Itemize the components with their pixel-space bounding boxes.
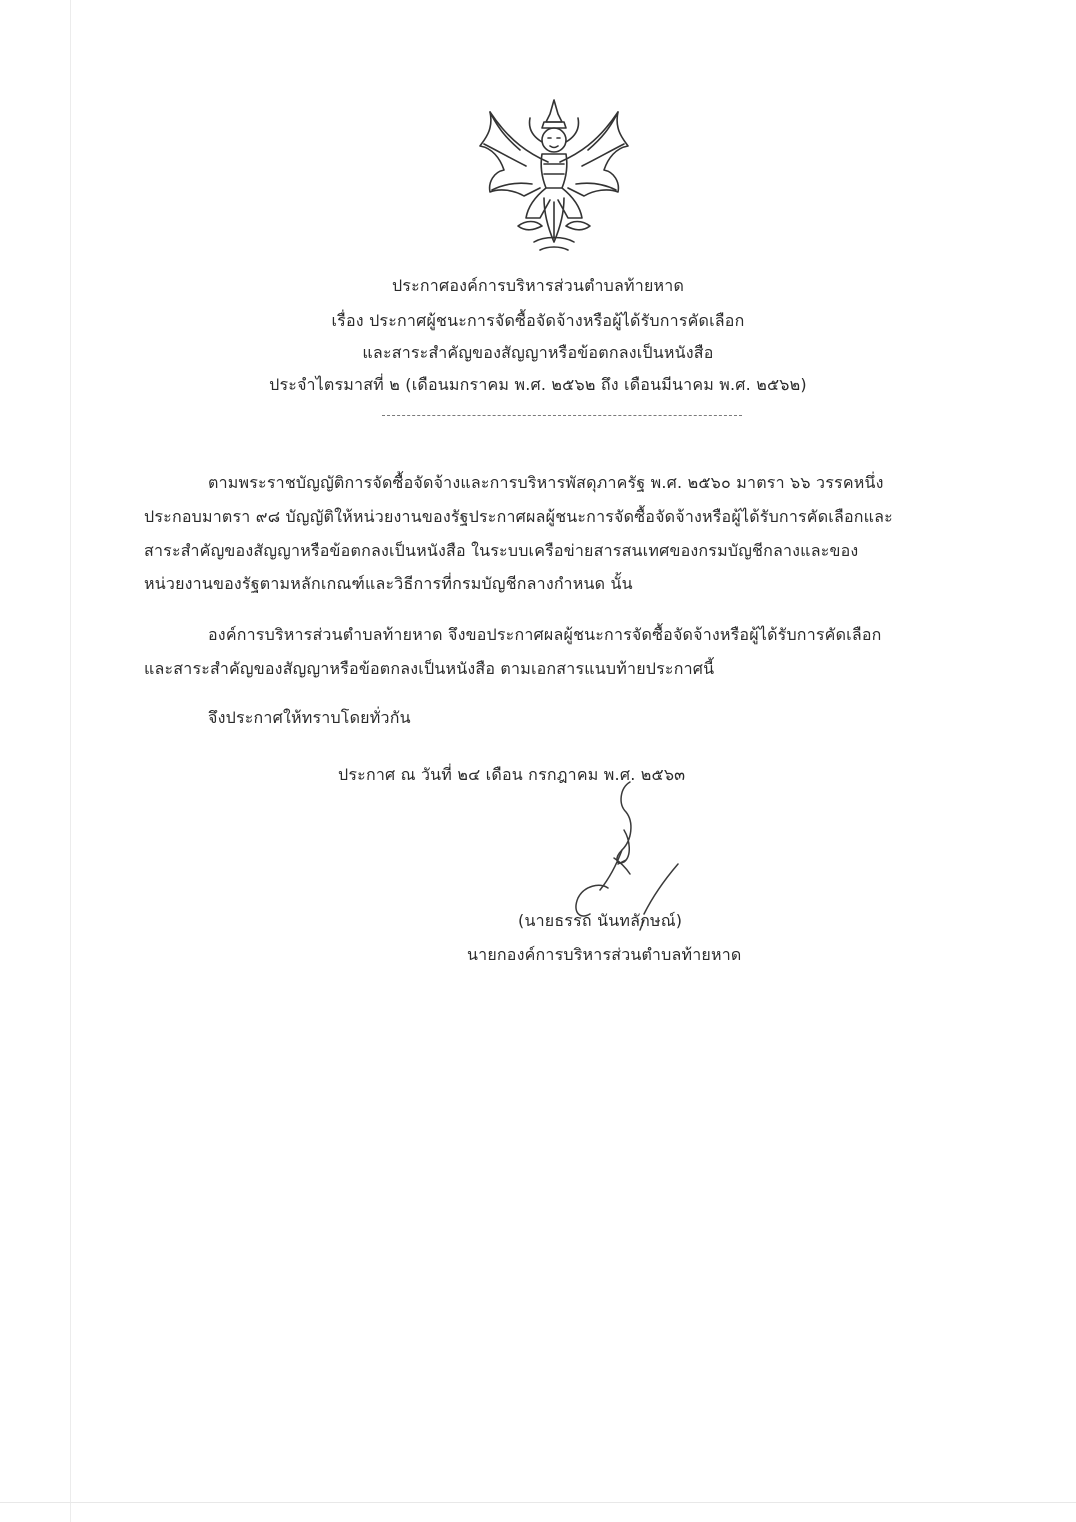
paragraph-2-line-2: และสาระสำคัญของสัญญาหรือข้อตกลงเป็นหนังสือ ตามเอกสารแนบท้ายประกาศนี้ [144,659,715,678]
signatory-name: (นายธรรถ นันทลักษณ์) [518,911,683,930]
signatory-position: นายกองค์การบริหารส่วนตำบลท้ายหาด [467,945,742,964]
page-edge [70,0,71,1522]
announcement-subject-line-2: และสาระสำคัญของสัญญาหรือข้อตกลงเป็นหนังสือ [362,343,714,362]
announcement-period-line: ประจำไตรมาสที่ ๒ (เดือนมกราคม พ.ศ. ๒๕๖๒ ถึง เดือนมีนาคม พ.ศ. ๒๕๖๒) [269,375,807,394]
header-divider [382,415,742,416]
page-edge-bottom [0,1502,1076,1503]
paragraph-1-line-1: ตามพระราชบัญญัติการจัดซื้อจัดจ้างและการบริหารพัสดุภาครัฐ พ.ศ. ๒๕๖๐ มาตรา ๖๖ วรรคหนึ่ง [208,473,884,492]
garuda-emblem-icon [470,92,638,260]
announcement-date: ประกาศ ณ วันที่ ๒๔ เดือน กรกฎาคม พ.ศ. ๒๕๖๓ [338,765,686,784]
closing-statement: จึงประกาศให้ทราบโดยทั่วกัน [208,708,411,727]
announcement-org-line: ประกาศองค์การบริหารส่วนตำบลท้ายหาด [391,276,685,295]
announcement-subject-line: เรื่อง ประกาศผู้ชนะการจัดซื้อจัดจ้างหรือผู้ได้รับการคัดเลือก [331,311,745,330]
paragraph-1-line-2: ประกอบมาตรา ๙๘ บัญญัติให้หน่วยงานของรัฐประกาศผลผู้ชนะการจัดซื้อจัดจ้างหรือผู้ได้รับการคัดเลือกและ [144,507,893,526]
paragraph-2-line-1: องค์การบริหารส่วนตำบลท้ายหาด จึงขอประกาศผลผู้ชนะการจัดซื้อจัดจ้างหรือผู้ได้รับการคัดเลือก [208,625,882,644]
paragraph-1-line-3: สาระสำคัญของสัญญาหรือข้อตกลงเป็นหนังสือ ในระบบเครือข่ายสารสนเทศของกรมบัญชีกลางและของ [144,541,859,560]
paragraph-1-line-4: หน่วยงานของรัฐตามหลักเกณฑ์และวิธีการที่กรมบัญชีกลางกำหนด นั้น [144,574,633,593]
